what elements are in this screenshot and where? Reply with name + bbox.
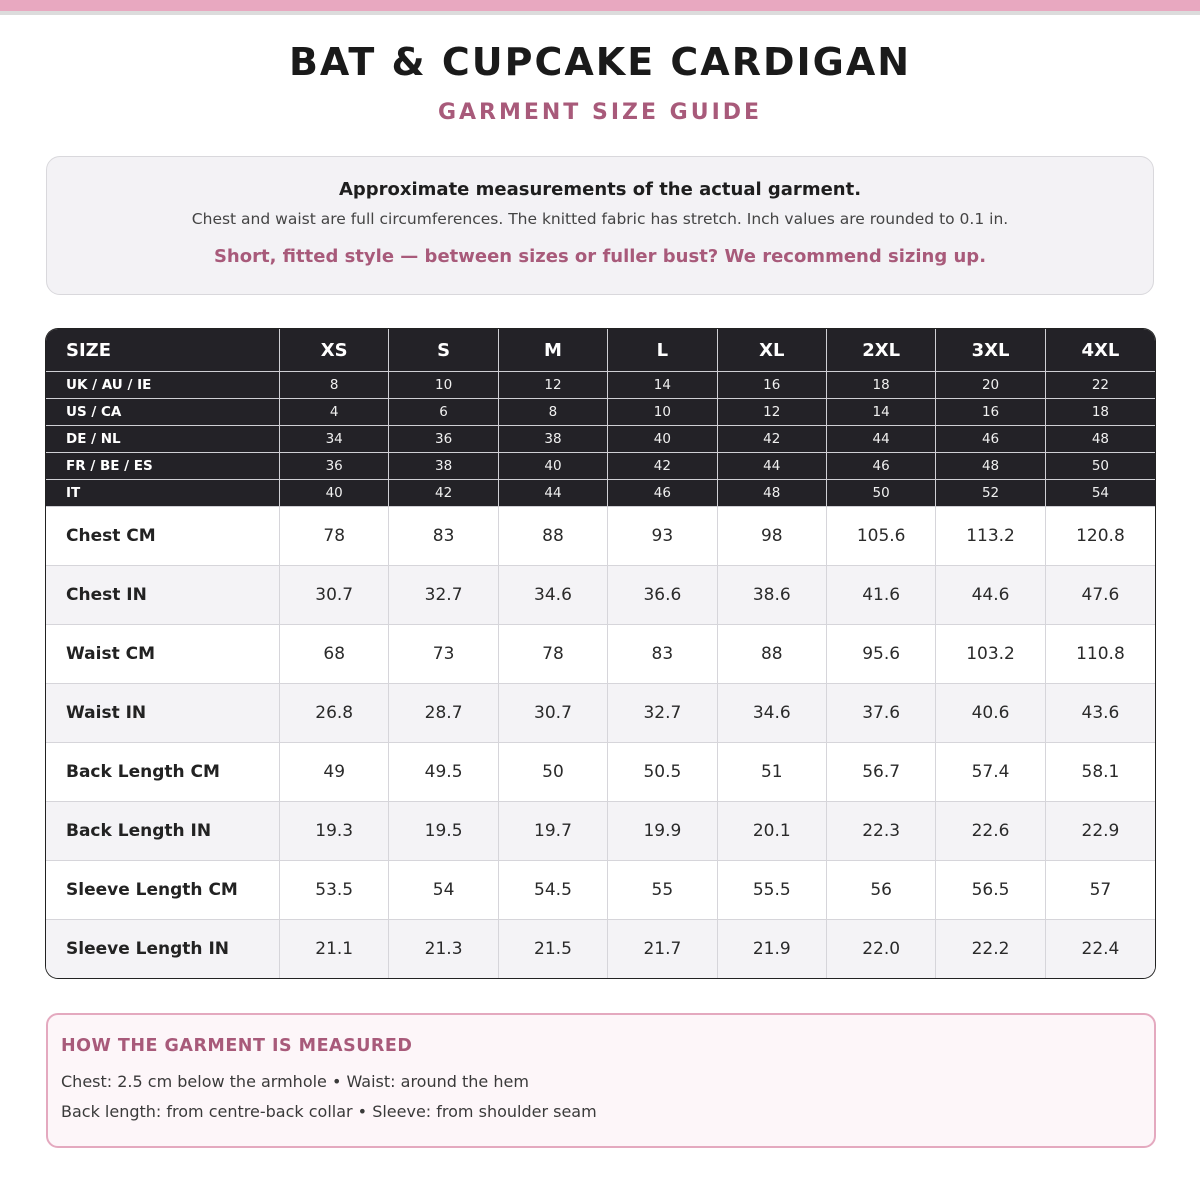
measurement-cell: 113.2 bbox=[936, 507, 1045, 566]
how-measured-box bbox=[46, 1013, 1156, 1148]
conversion-rows bbox=[46, 372, 1155, 507]
measurement-cell: 53.5 bbox=[280, 861, 389, 920]
measurement-cell: 21.7 bbox=[608, 920, 717, 978]
measurement-cell: 120.8 bbox=[1046, 507, 1155, 566]
how-measured-line-chest-waist: Chest: 2.5 cm below the armhole • Waist: around the hem bbox=[61, 1072, 529, 1091]
measurement-cell: 34.6 bbox=[718, 684, 827, 743]
measurement-cell: 19.3 bbox=[280, 802, 389, 861]
measurement-cell: 21.3 bbox=[389, 920, 498, 978]
size-header-cell: XL bbox=[718, 329, 827, 372]
measurement-row bbox=[46, 684, 1155, 743]
measurement-label: Sleeve Length IN bbox=[46, 920, 280, 978]
measurement-label: Waist CM bbox=[46, 625, 280, 684]
conversion-cell: 48 bbox=[1046, 426, 1155, 453]
measurement-row bbox=[46, 861, 1155, 920]
measurement-cell: 55.5 bbox=[718, 861, 827, 920]
size-header-cell: 3XL bbox=[936, 329, 1045, 372]
conversion-cell: 36 bbox=[280, 453, 389, 480]
measurement-cell: 41.6 bbox=[827, 566, 936, 625]
measurement-row bbox=[46, 566, 1155, 625]
measurement-cell: 47.6 bbox=[1046, 566, 1155, 625]
measurement-cell: 20.1 bbox=[718, 802, 827, 861]
how-measured-title: HOW THE GARMENT IS MEASURED bbox=[61, 1036, 413, 1056]
measurement-cell: 54.5 bbox=[499, 861, 608, 920]
conversion-cell: 44 bbox=[499, 480, 608, 507]
conversion-cell: 46 bbox=[608, 480, 717, 507]
measurement-label: Back Length CM bbox=[46, 743, 280, 802]
measurement-cell: 93 bbox=[608, 507, 717, 566]
how-measured-line-back-sleeve: Back length: from centre-back collar • Sleeve: from shoulder seam bbox=[61, 1102, 597, 1121]
measurement-cell: 57.4 bbox=[936, 743, 1045, 802]
measurement-cell: 88 bbox=[499, 507, 608, 566]
measurement-cell: 49 bbox=[280, 743, 389, 802]
measurement-cell: 78 bbox=[280, 507, 389, 566]
measurement-cell: 68 bbox=[280, 625, 389, 684]
measurement-cell: 51 bbox=[718, 743, 827, 802]
measurement-row bbox=[46, 920, 1155, 978]
measurement-row bbox=[46, 743, 1155, 802]
top-divider-bar bbox=[0, 11, 1200, 15]
conversion-cell: 46 bbox=[827, 453, 936, 480]
measurement-cell: 50.5 bbox=[608, 743, 717, 802]
measurement-cell: 56.5 bbox=[936, 861, 1045, 920]
conversion-cell: 14 bbox=[827, 399, 936, 426]
measurement-cell: 54 bbox=[389, 861, 498, 920]
measurement-cell: 57 bbox=[1046, 861, 1155, 920]
measurement-cell: 22.9 bbox=[1046, 802, 1155, 861]
measurement-cell: 40.6 bbox=[936, 684, 1045, 743]
measurement-cell: 34.6 bbox=[499, 566, 608, 625]
conversion-row bbox=[46, 426, 1155, 453]
measurement-cell: 26.8 bbox=[280, 684, 389, 743]
conversion-cell: 14 bbox=[608, 372, 717, 399]
conversion-cell: 40 bbox=[280, 480, 389, 507]
measurement-cell: 28.7 bbox=[389, 684, 498, 743]
conversion-cell: 38 bbox=[499, 426, 608, 453]
measurement-cell: 22.3 bbox=[827, 802, 936, 861]
measurement-cell: 22.4 bbox=[1046, 920, 1155, 978]
conversion-label: UK / AU / IE bbox=[46, 372, 280, 399]
measurement-label: Sleeve Length CM bbox=[46, 861, 280, 920]
size-header-row bbox=[46, 329, 1155, 372]
measurement-cell: 56 bbox=[827, 861, 936, 920]
measurement-cell: 78 bbox=[499, 625, 608, 684]
conversion-cell: 8 bbox=[280, 372, 389, 399]
measurement-cell: 21.9 bbox=[718, 920, 827, 978]
conversion-cell: 16 bbox=[936, 399, 1045, 426]
conversion-cell: 20 bbox=[936, 372, 1045, 399]
conversion-cell: 18 bbox=[1046, 399, 1155, 426]
size-header-cell: L bbox=[608, 329, 717, 372]
measurement-row bbox=[46, 507, 1155, 566]
measurement-cell: 32.7 bbox=[608, 684, 717, 743]
note-recommendation: Short, fitted style — between sizes or fuller bust? We recommend sizing up. bbox=[213, 246, 987, 267]
conversion-label: DE / NL bbox=[46, 426, 280, 453]
measurement-label: Chest CM bbox=[46, 507, 280, 566]
measurement-cell: 103.2 bbox=[936, 625, 1045, 684]
measurement-cell: 32.7 bbox=[389, 566, 498, 625]
conversion-cell: 4 bbox=[280, 399, 389, 426]
measurement-cell: 19.9 bbox=[608, 802, 717, 861]
conversion-cell: 36 bbox=[389, 426, 498, 453]
measurement-cell: 19.7 bbox=[499, 802, 608, 861]
conversion-cell: 22 bbox=[1046, 372, 1155, 399]
conversion-label: FR / BE / ES bbox=[46, 453, 280, 480]
conversion-cell: 52 bbox=[936, 480, 1045, 507]
size-header-cell: S bbox=[389, 329, 498, 372]
conversion-cell: 12 bbox=[718, 399, 827, 426]
conversion-cell: 50 bbox=[827, 480, 936, 507]
measurement-cell: 22.6 bbox=[936, 802, 1045, 861]
measurement-row bbox=[46, 625, 1155, 684]
conversion-cell: 40 bbox=[608, 426, 717, 453]
conversion-cell: 10 bbox=[608, 399, 717, 426]
note-box bbox=[46, 156, 1154, 295]
measurement-label: Chest IN bbox=[46, 566, 280, 625]
measurement-cell: 19.5 bbox=[389, 802, 498, 861]
measurement-cell: 95.6 bbox=[827, 625, 936, 684]
conversion-cell: 8 bbox=[499, 399, 608, 426]
measurement-cell: 21.5 bbox=[499, 920, 608, 978]
measurement-cell: 30.7 bbox=[499, 684, 608, 743]
top-accent-bar bbox=[0, 0, 1200, 11]
conversion-row bbox=[46, 453, 1155, 480]
measurement-cell: 110.8 bbox=[1046, 625, 1155, 684]
measurement-cell: 56.7 bbox=[827, 743, 936, 802]
measurement-cell: 36.6 bbox=[608, 566, 717, 625]
conversion-cell: 42 bbox=[718, 426, 827, 453]
conversion-row bbox=[46, 372, 1155, 399]
page-subtitle: GARMENT SIZE GUIDE bbox=[437, 100, 763, 125]
conversion-cell: 18 bbox=[827, 372, 936, 399]
size-header-cell: 4XL bbox=[1046, 329, 1155, 372]
conversion-cell: 44 bbox=[718, 453, 827, 480]
measurement-row bbox=[46, 802, 1155, 861]
size-header-cell: M bbox=[499, 329, 608, 372]
measurement-cell: 88 bbox=[718, 625, 827, 684]
conversion-label: IT bbox=[46, 480, 280, 507]
measurement-cell: 43.6 bbox=[1046, 684, 1155, 743]
measurement-rows bbox=[46, 507, 1155, 978]
measurement-cell: 105.6 bbox=[827, 507, 936, 566]
measurement-cell: 73 bbox=[389, 625, 498, 684]
measurement-cell: 22.0 bbox=[827, 920, 936, 978]
measurement-cell: 83 bbox=[389, 507, 498, 566]
note-details: Chest and waist are full circumferences. The knitted fabric has stretch. Inch values are rounded to 0.1 in. bbox=[191, 210, 1009, 228]
conversion-cell: 54 bbox=[1046, 480, 1155, 507]
conversion-row bbox=[46, 399, 1155, 426]
conversion-cell: 48 bbox=[936, 453, 1045, 480]
conversion-cell: 48 bbox=[718, 480, 827, 507]
conversion-label: US / CA bbox=[46, 399, 280, 426]
measurement-cell: 83 bbox=[608, 625, 717, 684]
size-header-cell: 2XL bbox=[827, 329, 936, 372]
conversion-cell: 34 bbox=[280, 426, 389, 453]
measurement-cell: 55 bbox=[608, 861, 717, 920]
conversion-cell: 42 bbox=[389, 480, 498, 507]
conversion-cell: 44 bbox=[827, 426, 936, 453]
conversion-cell: 12 bbox=[499, 372, 608, 399]
measurement-cell: 21.1 bbox=[280, 920, 389, 978]
measurement-cell: 30.7 bbox=[280, 566, 389, 625]
conversion-cell: 10 bbox=[389, 372, 498, 399]
conversion-cell: 42 bbox=[608, 453, 717, 480]
size-header-cell: XS bbox=[280, 329, 389, 372]
conversion-cell: 50 bbox=[1046, 453, 1155, 480]
measurement-cell: 37.6 bbox=[827, 684, 936, 743]
measurement-cell: 58.1 bbox=[1046, 743, 1155, 802]
measurement-cell: 98 bbox=[718, 507, 827, 566]
page-title: BAT & CUPCAKE CARDIGAN bbox=[288, 40, 912, 84]
size-table bbox=[46, 329, 1155, 978]
conversion-cell: 16 bbox=[718, 372, 827, 399]
measurement-label: Back Length IN bbox=[46, 802, 280, 861]
measurement-label: Waist IN bbox=[46, 684, 280, 743]
conversion-row bbox=[46, 480, 1155, 507]
measurement-cell: 49.5 bbox=[389, 743, 498, 802]
conversion-cell: 40 bbox=[499, 453, 608, 480]
size-header-label: SIZE bbox=[46, 329, 280, 372]
conversion-cell: 6 bbox=[389, 399, 498, 426]
measurement-cell: 22.2 bbox=[936, 920, 1045, 978]
measurement-cell: 38.6 bbox=[718, 566, 827, 625]
measurement-cell: 44.6 bbox=[936, 566, 1045, 625]
conversion-cell: 46 bbox=[936, 426, 1045, 453]
conversion-cell: 38 bbox=[389, 453, 498, 480]
measurement-cell: 50 bbox=[499, 743, 608, 802]
note-headline: Approximate measurements of the actual garment. bbox=[338, 179, 862, 200]
